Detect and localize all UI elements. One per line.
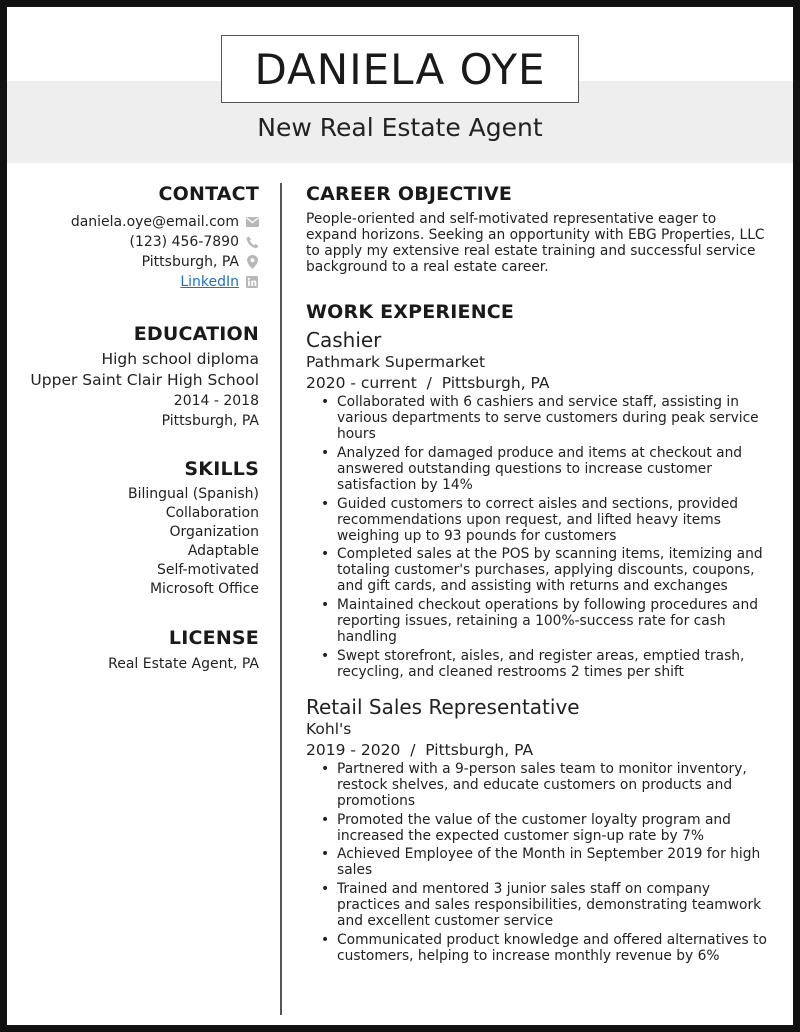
education-location: Pittsburgh, PA — [161, 413, 259, 429]
list-item: • Promoted the value of the customer loyalty program and increased the expected customer sign-up rate by 7% — [337, 812, 768, 844]
job-target-title: New Real Estate Agent — [257, 113, 543, 142]
objective-text: People-oriented and self-motivated representative eager to expand horizons. Seeking an opportunity with EBG Properties, LLC to apply my extensive real estate training and successful service background to a real estate career. — [306, 211, 765, 275]
job-title: Cashier — [306, 328, 382, 352]
license-heading: LICENSE — [168, 627, 259, 649]
job-dates: 2019 - 2020 / Pittsburgh, PA — [306, 740, 534, 759]
skill-item: Microsoft Office — [149, 581, 259, 597]
list-item: • Partnered with a 9-person sales team to monitor inventory, restock shelves, and educate customers on products and promotions — [337, 761, 768, 809]
job-dates: 2020 - current / Pittsburgh, PA — [306, 374, 550, 392]
list-item: • Maintained checkout operations by following procedures and reporting issues, retaining a 100%-success rate for cash handling — [337, 597, 768, 645]
education-heading: EDUCATION — [133, 323, 259, 345]
education-degree: High school diploma — [101, 350, 259, 368]
list-item: • Achieved Employee of the Month in September 2019 for high sales — [337, 846, 768, 878]
left-column — [27, 183, 259, 674]
education-school: Upper Saint Clair High School — [30, 371, 259, 389]
job-company: Kohl's — [306, 719, 352, 738]
list-item: • Communicated product knowledge and offered alternatives to customers, helping to increase monthly revenue by 6% — [337, 932, 768, 964]
education-years: 2014 - 2018 — [173, 393, 259, 409]
list-item: • Analyzed for damaged produce and items at checkout and answered outstanding questions to increase customer satisfaction by 14% — [337, 445, 768, 493]
contact-phone: (123) 456-7890 — [129, 234, 239, 250]
linkedin-link[interactable]: LinkedIn — [180, 274, 239, 290]
contact-phone-row — [27, 232, 259, 252]
skill-item: Self-motivated — [156, 562, 259, 578]
skill-item: Bilingual (Spanish) — [127, 486, 259, 502]
contact-location: Pittsburgh, PA — [141, 254, 239, 270]
list-item: • Completed sales at the POS by scanning items, itemizing and totaling customer's purchases, applying discounts, coupons, and gift cards, and assisting with returns and exchanges — [337, 546, 768, 594]
skill-item: Collaboration — [165, 505, 259, 521]
contact-heading: CONTACT — [158, 183, 259, 205]
right-column — [306, 183, 768, 967]
skills-heading: SKILLS — [184, 458, 259, 480]
job-title: Retail Sales Representative — [306, 694, 580, 719]
skill-item: Adaptable — [187, 543, 259, 559]
list-item: • Trained and mentored 3 junior sales staff on company practices and sales responsibilities, demonstrating teamwork and excellent customer service — [337, 881, 768, 929]
contact-email[interactable]: daniela.oye@email.com — [70, 214, 239, 230]
job-entry — [306, 328, 768, 680]
license-item: Real Estate Agent, PA — [108, 656, 259, 672]
linkedin-icon — [245, 275, 259, 289]
contact-linkedin-row — [27, 272, 259, 292]
phone-icon — [245, 235, 259, 249]
job-bullets — [306, 761, 768, 964]
list-item: • Collaborated with 6 cashiers and service staff, assisting in various departments to serve customers during peak service hours — [337, 394, 768, 442]
map-pin-icon — [245, 255, 259, 269]
candidate-name: DANIELA OYE — [254, 44, 546, 94]
job-company: Pathmark Supermarket — [306, 353, 486, 371]
job-entry — [306, 695, 768, 964]
list-item: • Guided customers to correct aisles and sections, provided recommendations upon request, and lifted heavy items weighing up to 93 pounds for customers — [337, 496, 768, 544]
objective-heading: CAREER OBJECTIVE — [306, 183, 513, 205]
list-item: • Swept storefront, aisles, and register areas, emptied trash, recycling, and cleaned restrooms 2 times per shift — [337, 648, 768, 680]
contact-email-row — [27, 212, 259, 232]
contact-location-row — [27, 252, 259, 272]
skill-item: Organization — [169, 524, 259, 540]
envelope-icon — [245, 215, 259, 229]
column-divider — [280, 183, 282, 1015]
experience-heading: WORK EXPERIENCE — [306, 301, 515, 323]
name-box — [221, 35, 579, 103]
job-bullets — [306, 394, 768, 680]
